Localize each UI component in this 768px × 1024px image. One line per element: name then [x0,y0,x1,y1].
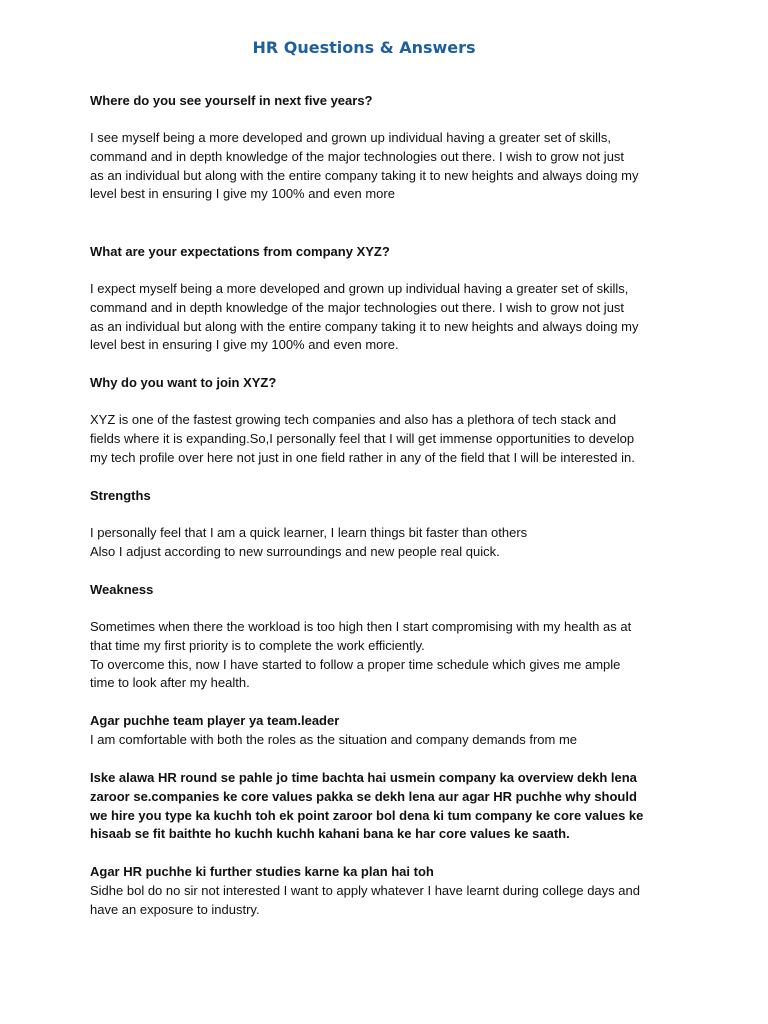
answer-line: XYZ is one of the fastest growing tech companies and also has a plethora of tech stack and [90,412,617,427]
tip-line: we hire you type ka kuchh toh ek point zaroor bol dena ki tum company ke core values ke [90,807,644,823]
section-heading: Weakness [90,582,154,597]
answer-expectations [90,280,690,355]
answer-line: I see myself being a more developed and grown up individual having a greater set of skills, [90,130,612,145]
answer-five-years [90,129,690,204]
section-weakness [90,581,690,600]
tip-line: Iske alawa HR round se pahle jo time bachta hai usmein company ka overview dekh lena [90,770,637,785]
answer-strengths [90,524,690,562]
answer-line: level best in ensuring I give my 100% and even more. [90,337,399,353]
page-title: HR Questions & Answers [252,38,476,57]
question-heading: Agar HR puchhe ki further studies karne ka plan hai toh [90,864,434,879]
answer-line: I expect myself being a more developed and grown up individual having a greater set of skills, [90,281,629,296]
answer-line: I am comfortable with both the roles as the situation and company demands from me [90,731,578,747]
answer-line: have an exposure to industry. [90,901,260,917]
section-strengths [90,487,690,506]
answer-line: time to look after my health. [90,675,250,691]
answer-line: my tech profile over here not just in one field rather in any of the field that I will be interested in. [90,449,635,465]
answer-weakness [90,618,690,693]
question-heading: What are your expectations from company XYZ? [90,244,390,259]
section-further-studies [90,863,690,919]
question-heading: Why do you want to join XYZ? [90,375,277,390]
section-heading: Strengths [90,488,151,503]
answer-line: Also I adjust according to new surroundings and new people real quick. [90,543,500,559]
answer-line: as an individual but along with the entire company taking it to new heights and always doing my [90,318,639,334]
question-heading: Agar puchhe team player ya team.leader [90,713,340,728]
answer-line: that time my first priority is to complete the work efficiently. [90,637,425,653]
answer-line: Sidhe bol do no sir not interested I want to apply whatever I have learnt during college days and [90,882,640,898]
question-five-years [90,92,690,111]
answer-why-join [90,411,690,467]
answer-line: level best in ensuring I give my 100% and even more [90,186,395,202]
answer-line: I personally feel that I am a quick learner, I learn things bit faster than others [90,525,528,540]
answer-line: Sometimes when there the workload is too high then I start compromising with my health as at [90,619,632,634]
question-heading: Where do you see yourself in next five years? [90,93,373,108]
answer-line: command and in depth knowledge of the major technologies out there. I wish to grow not just [90,148,625,164]
answer-line: as an individual but along with the entire company taking it to new heights and always doing my [90,167,639,183]
tip-line: hisaab se fit baithte ho kuchh kuchh kahani bana ke har core values ke saath. [90,826,570,842]
question-expectations [90,243,690,262]
answer-line: fields where it is expanding.So,I personally feel that I will get immense opportunities to develop [90,430,635,446]
tip-paragraph [90,769,690,844]
answer-line: To overcome this, now I have started to follow a proper time schedule which gives me ample [90,656,621,672]
answer-line: command and in depth knowledge of the major technologies out there. I wish to grow not just [90,299,625,315]
tip-line: zaroor se.companies ke core values pakka se dekh lena aur agar HR puchhe why should [90,788,637,804]
section-team-player [90,712,690,750]
question-why-join [90,374,690,393]
